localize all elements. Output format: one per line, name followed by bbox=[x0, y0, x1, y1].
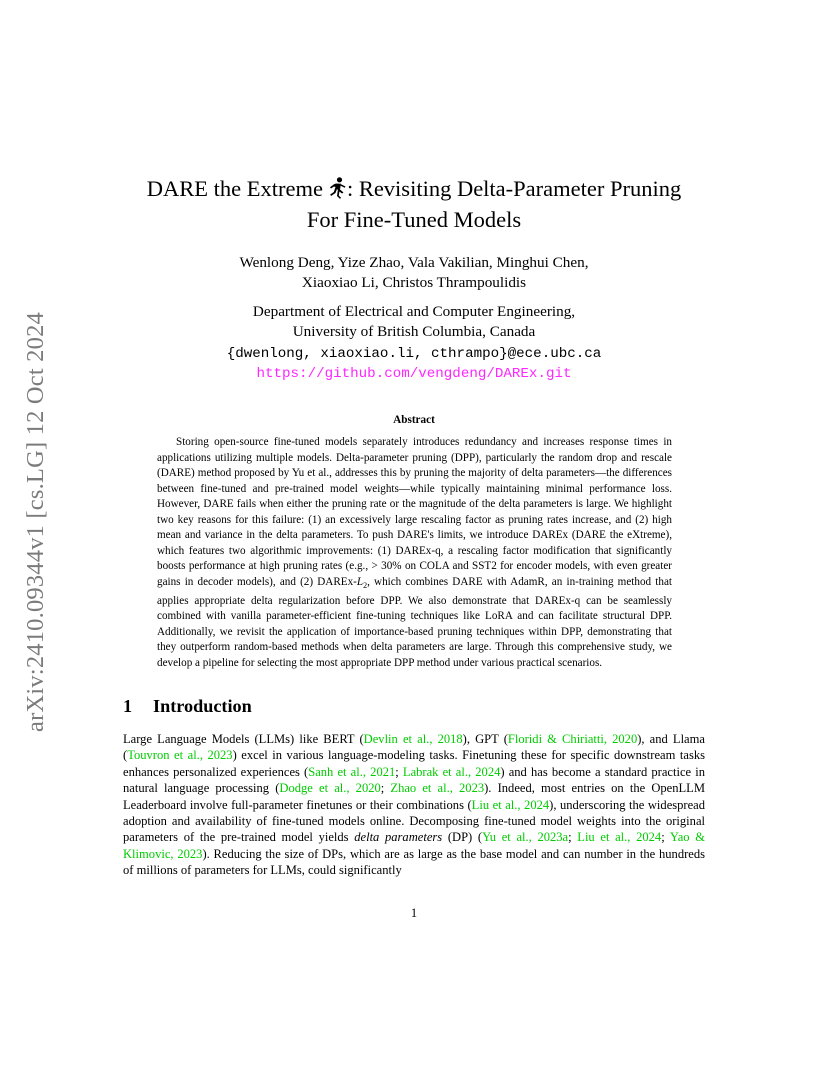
intro-text: (DP) ( bbox=[442, 830, 483, 845]
intro-text: ; bbox=[661, 830, 670, 845]
paper-title bbox=[0, 173, 828, 235]
intro-text: ), underscoring the widespread adoption and availability of fine-tuned models online. Decomposing fine-tuned model weights into the original parameters of the pre-trained model yields bbox=[123, 797, 706, 845]
intro-text: ) excel in various language-modeling tasks. Finetuning these for specific downstream tasks enhances personalized experiences ( bbox=[123, 748, 705, 779]
author-list bbox=[0, 253, 828, 293]
intro-text: ). Indeed, most entries on the OpenLLM Leaderboard involve full-parameter finetunes or their combinations ( bbox=[123, 781, 705, 812]
author-emails: {dwenlong, xiaoxiao.li, cthrampo}@ece.ubc.ca bbox=[226, 346, 602, 362]
emphasized-term: delta parameters bbox=[354, 830, 443, 845]
citation-link[interactable]: Liu et al., 2024 bbox=[577, 830, 662, 845]
citation-link[interactable]: Sanh et al., 2021 bbox=[308, 764, 396, 779]
citation-link[interactable]: Liu et al., 2024 bbox=[471, 797, 550, 812]
authors-line-1: Wenlong Deng, Yize Zhao, Vala Vakilian, Minghui Chen, bbox=[239, 254, 589, 271]
abstract-text-part-1: Storing open-source fine-tuned models separately introduces redundancy and increases response times in applications utilizing multiple models. Delta-parameter pruning (DPP), particularly the random drop and rescale (DARE) method proposed by Yu et al., addresses this by pruning the majority of delta parameters—the differences between fine-tuned and pre-trained model weights—while typically maintaining minimal performance loss. However, DARE fails when either the pruning rate or the magnitude of the delta parameters is large. We highlight two key reasons for this failure: (1) an excessively large rescaling factor as pruning rates increase, and (2) high mean and variance in the delta parameters. To push DARE's limits, we introduce DAREx (DARE the eXtreme), which features two algorithmic improvements: (1) DAREx-q, a rescaling factor modification that significantly boosts performance at high pruning rates (e.g., > 30% on COLA and SST2 for encoder models, with even greater gains in decoder models), and (2) DAREx- bbox=[157, 436, 672, 588]
abstract-text-part-2: , which combines DARE with AdamR, an in-training method that applies appropriate delta regularization before DPP. We also demonstrate that DAREx-q can be seamlessly combined with vanilla parameter-efficient fine-tuning techniques like LoRA and can facilitate structural DPP. Additionally, we revisit the application of importance-based pruning techniques within DPP, demonstrating that they outperform random-based methods when delta parameters are large. Through this comprehensive study, we develop a pipeline for selecting the most appropriate DPP method under various practical scenarios. bbox=[157, 575, 672, 669]
citation-link[interactable]: Touvron et al., 2023 bbox=[127, 748, 233, 763]
l2-symbol: L bbox=[356, 575, 364, 588]
citation-link[interactable]: Labrak et al., 2024 bbox=[402, 764, 501, 779]
title-line-2: For Fine-Tuned Models bbox=[306, 207, 522, 232]
intro-text: ). Reducing the size of DPs, which are as large as the base model and can number in the hundreds of millions of parameters for LLMs, could significantly bbox=[123, 846, 706, 878]
title-part-2: : Revisiting Delta-Parameter Pruning bbox=[346, 176, 682, 201]
running-person-icon bbox=[327, 177, 347, 199]
intro-text: ; bbox=[380, 781, 391, 796]
citation-link[interactable]: Floridi & Chiriatti, 2020 bbox=[507, 732, 638, 746]
intro-text: ), GPT ( bbox=[462, 732, 508, 746]
intro-text: ; bbox=[568, 830, 578, 845]
github-repo-link[interactable]: https://github.com/vengdeng/DAREx.git bbox=[256, 366, 572, 382]
abstract-heading: Abstract bbox=[393, 414, 435, 426]
page-number: 1 bbox=[410, 906, 418, 920]
title-line-1 bbox=[0, 173, 828, 204]
authors-line-2: Xiaoxiao Li, Christos Thrampoulidis bbox=[301, 274, 527, 291]
intro-text: ; bbox=[395, 764, 403, 779]
intro-text: ), and Llama ( bbox=[123, 732, 705, 763]
introduction-paragraph bbox=[123, 731, 705, 879]
intro-text: ) and has become a standard practice in natural language processing ( bbox=[123, 764, 705, 796]
section-number: 1 bbox=[123, 696, 133, 716]
citation-link[interactable]: Devlin et al., 2018 bbox=[363, 732, 463, 746]
affiliation-line-2: University of British Columbia, Canada bbox=[292, 323, 536, 340]
section-title: Introduction bbox=[153, 696, 252, 716]
intro-text: Large Language Models (LLMs) like BERT ( bbox=[123, 732, 364, 746]
arxiv-identifier-stamp: arXiv:2410.09344v1 [cs.LG] 12 Oct 2024 bbox=[22, 312, 49, 732]
affiliation-line-1: Department of Electrical and Computer Engineering, bbox=[252, 303, 576, 320]
citation-link[interactable]: Yu et al., 2023a bbox=[482, 830, 569, 845]
l2-subscript: 2 bbox=[363, 581, 368, 591]
abstract-body bbox=[157, 435, 672, 671]
affiliation bbox=[0, 302, 828, 342]
citation-link[interactable]: Zhao et al., 2023 bbox=[390, 781, 485, 796]
section-heading-introduction bbox=[123, 696, 252, 717]
title-part-1: DARE the Extreme bbox=[146, 176, 323, 201]
citation-link[interactable]: Yao & Klimovic, 2023 bbox=[123, 830, 706, 861]
citation-link[interactable]: Dodge et al., 2020 bbox=[279, 781, 381, 796]
